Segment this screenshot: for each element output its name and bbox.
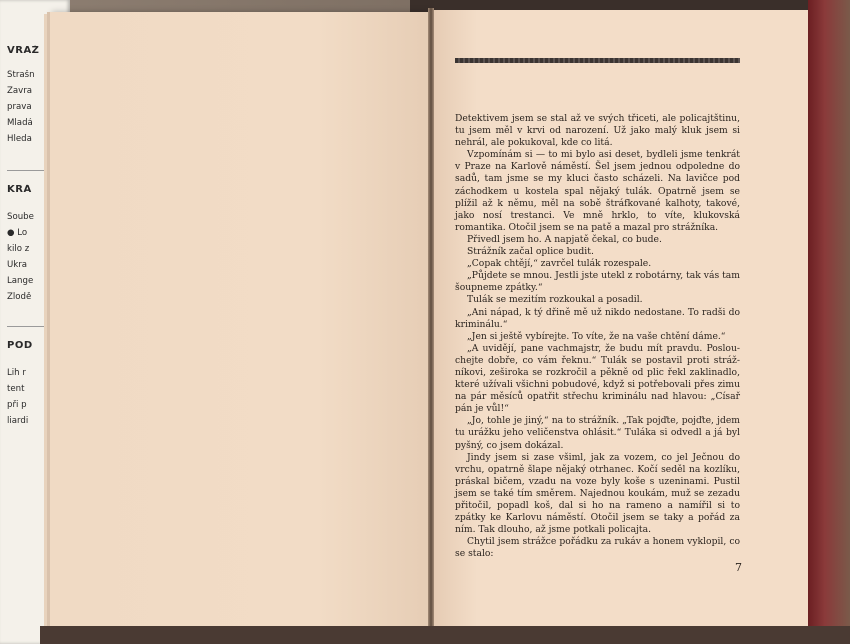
flyer-text-line: prava [7, 102, 32, 112]
flyer-text-line: tent [7, 384, 25, 394]
paragraph: „Jo, tohle je jiný,“ na to strážník. „Tak pojďte, pojďte, jdem tu urážku jeho veličenstva ohlásit.“ Tuláka si odvedl a já byl pyšný, co jsem dokázal. [455, 415, 740, 451]
flyer-text-line: Zlodě [7, 292, 32, 302]
flyer-text-line: při p [7, 400, 27, 410]
book-cover-edge [808, 0, 850, 644]
flyer-heading: KRÁ [7, 184, 32, 195]
flyer-text-line: Soube [7, 212, 34, 222]
paragraph: „A uvidějí, pane vachmajstr, že budu mít pravdu. Poslouchejte dobře, co vám řeknu.“ Tulák se postavil proti strážníkovi, zeširoka se rozkročil a pěkně od plic řekl zaklinadlo, které užívali všichni pobudové, když si potřebovali přes zimu na pár měsíců opatřit střechu kriminálu nad hlavou: „Císař pán je vůl!“ [455, 342, 740, 415]
flyer-text-line: Zavra [7, 86, 33, 96]
flyer-text-line: Hleda [7, 134, 32, 144]
paragraph: Tulák se mezitím rozkoukal a posadil. [467, 294, 643, 306]
paragraph: Strážník začal oplice budit. [467, 246, 594, 258]
paragraph: Detektivem jsem se stal až ve svých třiceti, ale policajtštinu, tu jsem měl v krvi od narození. Už jako malý kluk jsem si nehrál, ale pokukoval, kde co litá. [455, 113, 740, 149]
book-cover-bottom [40, 626, 850, 644]
chapter-rule [455, 58, 740, 63]
paragraph: Jindy jsem si zase všiml, jak za vozem, co jel Ječnou do vrchu, opatrně šlape nějaký otrhanec. Kočí seděl na kozlíku, práskal bičem, vzadu na voze byly koše s uzeninami. Pustil jsem se také tím směrem. Najednou koukám, muž se zezadu přitočil, popadl koš, dal si ho na rameno a namířil si to zpátky ke Karlovu náměstí. Otočil jsem se taky a pořád za ním. Tak dlouho, až jsme potkali policajta. [455, 451, 740, 536]
flyer-text-line: Lih r [7, 368, 26, 378]
flyer-text-line: Lange [7, 276, 34, 286]
flyer-text-line: Mladá [7, 118, 33, 128]
paragraph: Vzpomínám si — to mi bylo asi deset, bydleli jsme tenkrát v Praze na Karlově náměstí. Šel jsem jednou odpoledne do sadů, tam jsme se my kluci často scházeli. Na lavičce pod záchodkem u kostela spal nějaký tulák. Opatrně jsem se plížil až k němu, měl na sobě štráfkované kalhoty, takové, jako nosí trestanci. Ve mně hrklo, to víte, klukovská romantika. Otočil jsem se na patě a mazal pro strážníka. [455, 149, 740, 233]
flyer-heading: VRAŽ [7, 45, 40, 56]
flyer-heading: POD [7, 340, 33, 351]
page-text [455, 113, 740, 560]
paragraph: „Copak chtějí,“ zavrčel tulák rozespale. [467, 258, 652, 270]
flyer-text-line: kilo z [7, 244, 30, 254]
paragraph: „Jen si ještě vybírejte. To víte, že na vaše chtění dáme.“ [467, 330, 726, 342]
flyer-text-line: Strašn [7, 70, 35, 80]
left-blank-page [50, 12, 430, 626]
book-gutter [428, 8, 434, 628]
flyer-text-line: liardi [7, 416, 29, 426]
flyer-text-line: Ukra [7, 260, 28, 270]
paragraph: „Ani nápad, k tý dřině mě už nikdo nedostane. To radši do kriminálu.“ [455, 306, 740, 330]
flyer-text-line: ● Lo [7, 228, 28, 238]
page-number: 7 [735, 561, 742, 574]
paragraph: Chytil jsem strážce pořádku za rukáv a honem vyklopil, co se stalo: [455, 536, 740, 560]
paragraph: Přivedl jsem ho. A napjatě čekal, co bude. [467, 233, 662, 245]
paragraph: „Půjdete se mnou. Jestli jste utekl z robotárny, tak vás tam šoupneme zpátky.“ [455, 270, 740, 294]
